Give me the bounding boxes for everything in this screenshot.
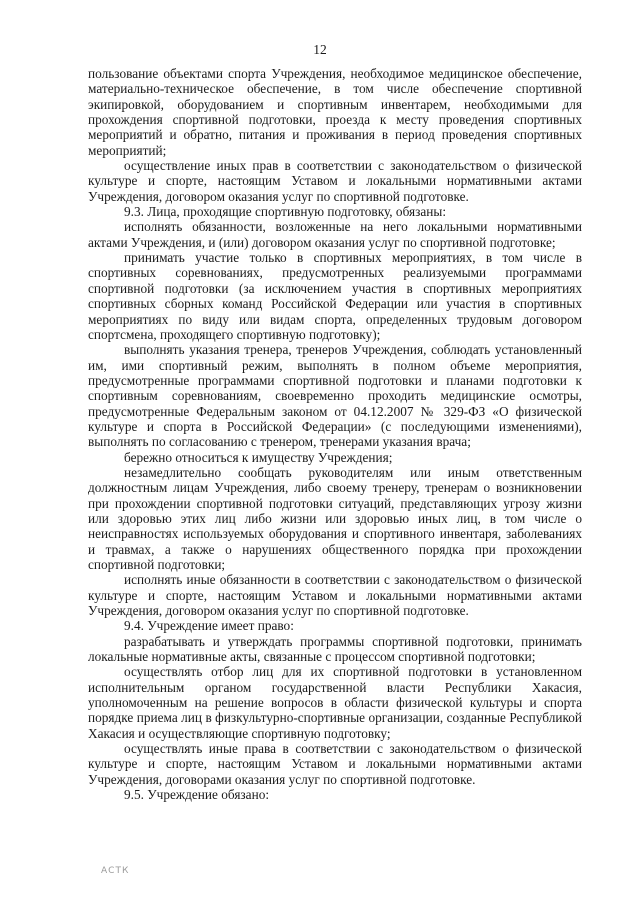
page-number: 12 xyxy=(313,42,327,57)
section-heading-9-5: 9.5. Учреждение обязано: xyxy=(124,787,270,803)
paragraph: выполнять указания тренера, тренеров Учреждения, соблюдать установленный им, ими спортивный режим, выполнять в полном объеме мероприятия, предусмотренные программами спортивной подготовки и планами подготовки к спортивным соревнованиям, своевременно проходить медицинские осмотры, предусмотренные Федеральным законом от 04.12.2007 № 329-ФЗ «О физической культуре и спорта в Российской Федерации» (с последующими изменениями), выполнять по согласованию с тренером, тренерами указания врача; xyxy=(88,342,582,450)
paragraph: принимать участие только в спортивных мероприятиях, в том числе в спортивных соревнованиях, предусмотренных реализуемыми программами спортивной подготовки (за исключением участия в спортивных мероприятиях спортивных сборных команд Российской Федерации или участия в спортивных мероприятиях по виду или видам спорта, определенных трудовым договором спортсмена, проходящего спортивную подготовку); xyxy=(88,250,582,342)
paragraph: разрабатывать и утверждать программы спортивной подготовки, принимать локальные нормативные акты, связанные с процессом спортивной подготовки; xyxy=(88,633,582,665)
footer-mark: АСТК xyxy=(101,866,130,876)
paragraph: осуществление иных прав в соответствии с законодательством о физической культуре и спорте, настоящим Уставом и локальными нормативными актами Учреждения, договором оказания услуг по спортивной подготовке. xyxy=(88,158,582,204)
paragraph: пользование объектами спорта Учреждения, необходимое медицинское обеспечение, материально-техническое обеспечение, в том числе обеспечение спортивной экипировкой, оборудованием и спортивным инвентарем, необходимыми для прохождения спортивной подготовки, проезда к месту проведения спортивных мероприятий и обратно, питания и проживания в период проведения спортивных мероприятий; xyxy=(88,66,582,158)
document-body xyxy=(88,66,582,803)
paragraph: исполнять обязанности, возложенные на него локальными нормативными актами Учреждения, и (или) договором оказания услуг по спортивной подготовке; xyxy=(88,219,582,250)
section-heading-9-3: 9.3. Лица, проходящие спортивную подготовку, обязаны: xyxy=(124,204,447,220)
section-heading-9-4: 9.4. Учреждение имеет право: xyxy=(124,618,294,634)
paragraph: исполнять иные обязанности в соответствии с законодательством о физической культуре и спорте, настоящим Уставом и локальными нормативными актами Учреждения, договором оказания услуг по спортивной подготовке. xyxy=(88,572,582,619)
paragraph: незамедлительно сообщать руководителям или иным ответственным должностным лицам Учреждения, либо своему тренеру, тренерам о возникновении при прохождении спортивной подготовки ситуаций, представляющих угрозу жизни или здоровью этих лиц либо жизни или здоровью иных лиц, в том числе о неисправностях используемых оборудования и спортивного инвентаря, заболеваниях и травмах, а также о нарушениях общественного порядка при прохождении спортивной подготовки; xyxy=(88,464,582,572)
paragraph: осуществлять отбор лиц для их спортивной подготовки в установленном исполнительным органом государственной власти Республики Хакасия, уполномоченным на решение вопросов в области физической культуры и спорта порядке приема лиц в физкультурно-спортивные организации, созданные Республикой Хакасия и осуществляющие спортивную подготовку; xyxy=(88,664,582,741)
paragraph: осуществлять иные права в соответствии с законодательством о физической культуре и спорте, настоящим Уставом и локальными нормативными актами Учреждения, договорами оказания услуг по спортивной подготовке. xyxy=(88,741,582,787)
paragraph: бережно относиться к имуществу Учреждения; xyxy=(124,449,393,465)
